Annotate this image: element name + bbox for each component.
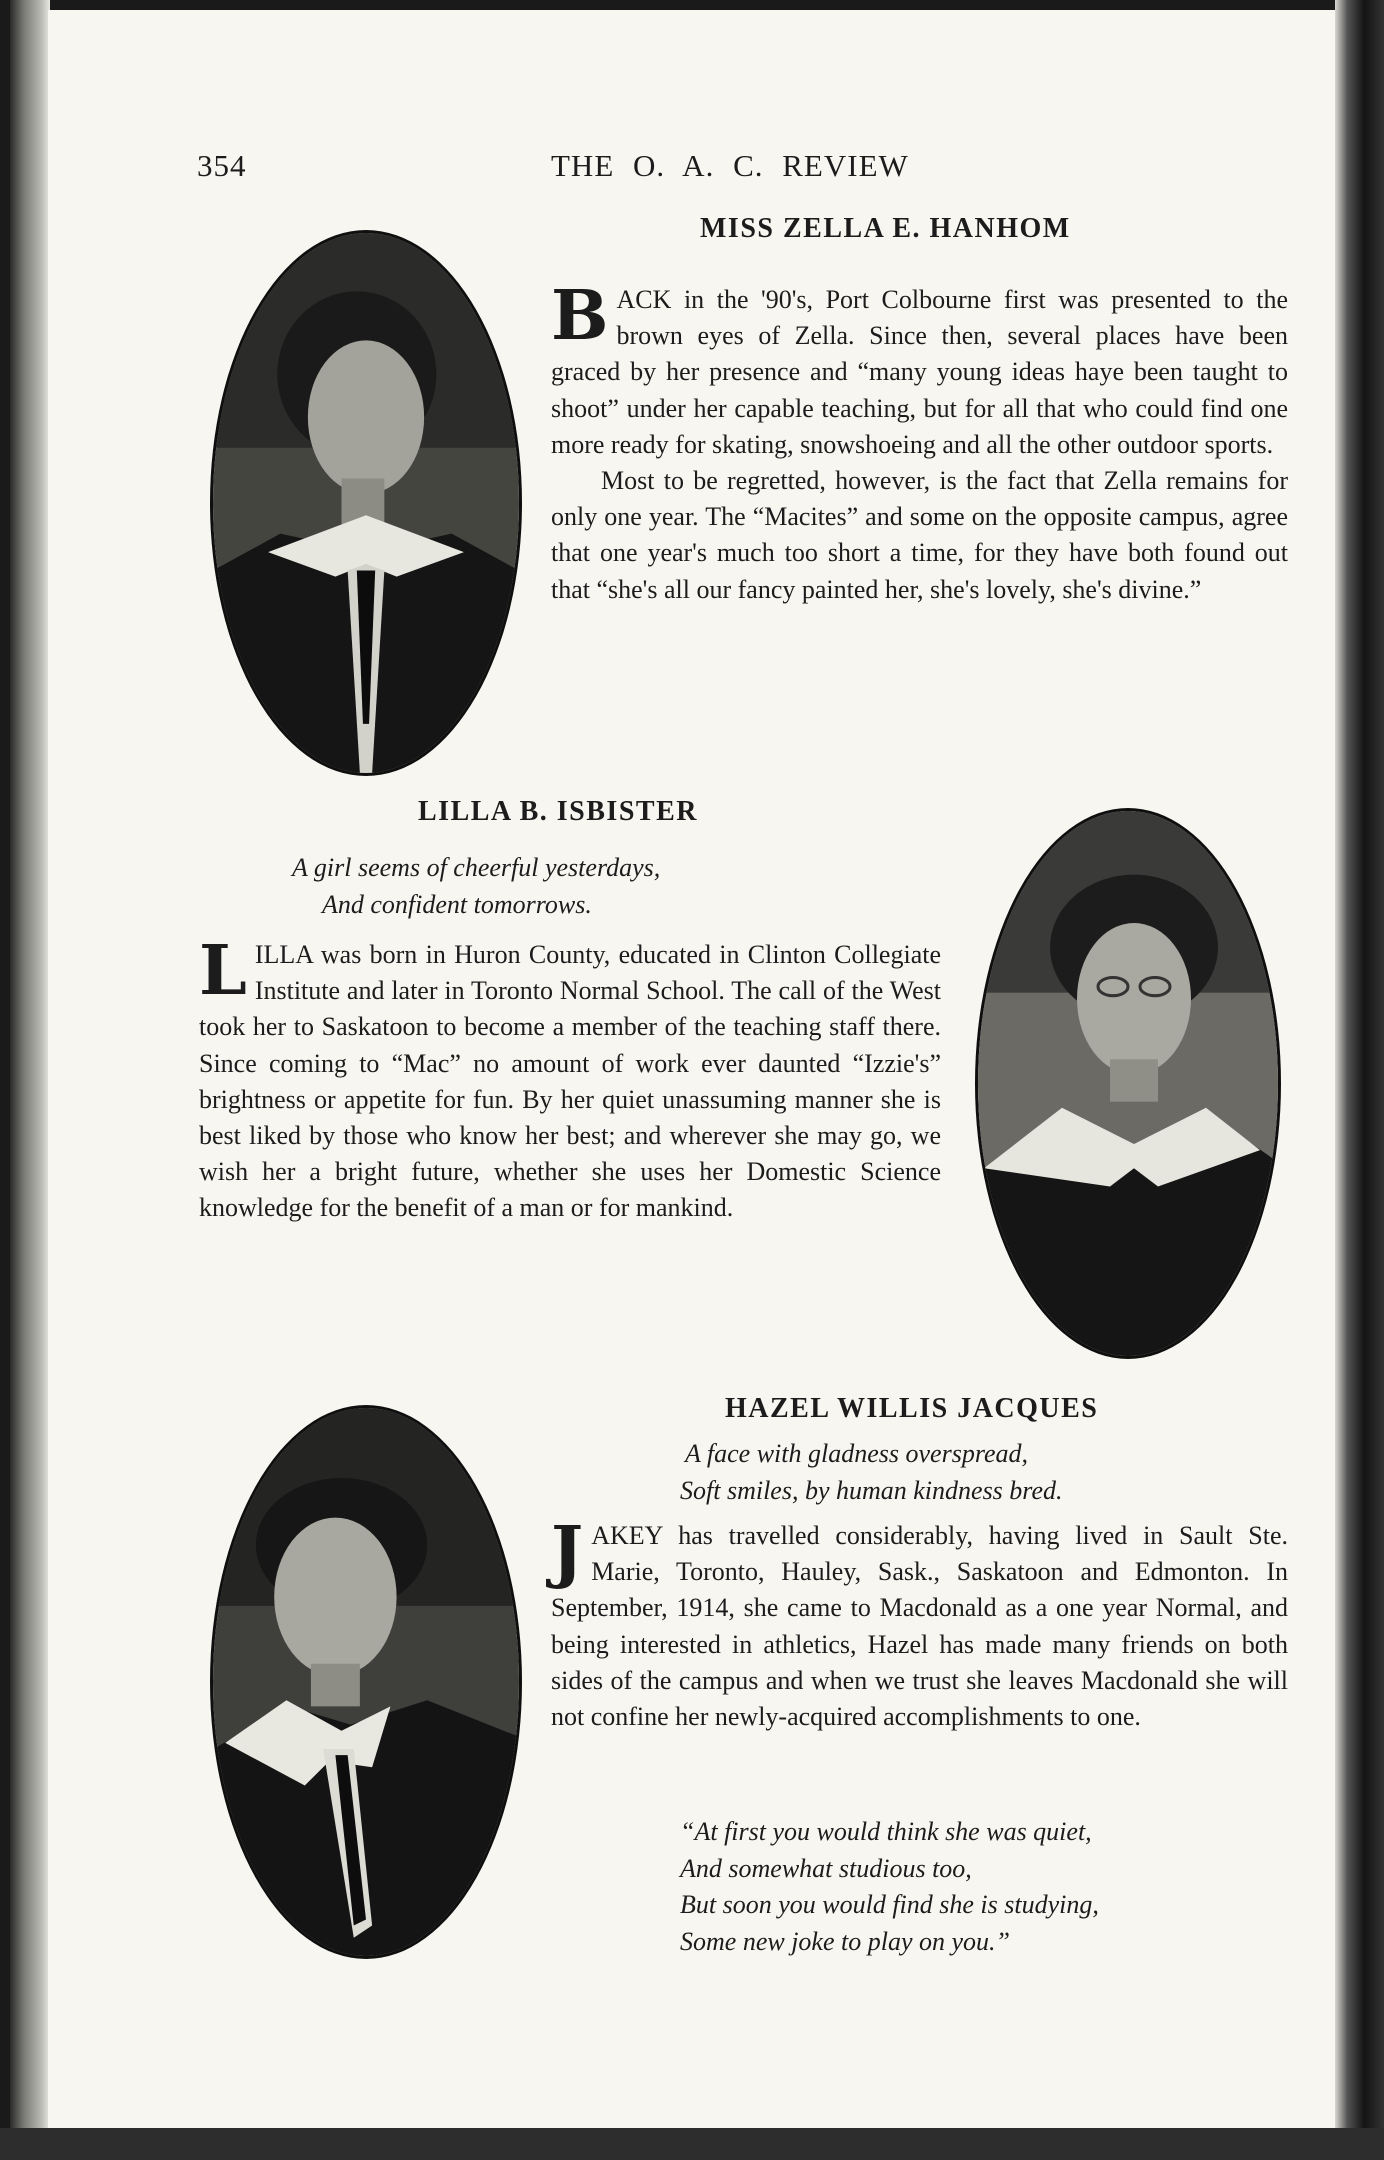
journal-title: THE O. A. C. REVIEW: [551, 148, 909, 183]
profile-name-isbister: LILLA B. ISBISTER: [418, 796, 698, 827]
motto-line: A girl seems of cheerful yesterdays,: [292, 853, 661, 882]
drop-cap-b: B: [551, 276, 609, 356]
motto-jacques: [680, 1436, 1063, 1509]
profile-body-jacques: [551, 1512, 1288, 1735]
portrait-hazel-jacques: [210, 1405, 522, 1959]
paragraph-hanhom-2: Most to be regretted, however, is the fact that Zella remains for only one year. The “Macites” and some on the opposite campus, agree that one year's much too short a time, for they have both found out that “she's all our fancy painted her, she's lovely, she's divine.”: [551, 466, 1288, 604]
portrait-zella-hanhom: [210, 230, 522, 776]
profile-body-isbister: [199, 931, 941, 1227]
motto-line: A face with gladness overspread,: [685, 1439, 1029, 1468]
profile-name-jacques: HAZEL WILLIS JACQUES: [725, 1393, 1099, 1424]
portrait-lilla-isbister: [975, 808, 1281, 1359]
page-edge-shadow: [1335, 0, 1384, 2160]
profile-name-hanhom: MISS ZELLA E. HANHOM: [700, 213, 1071, 244]
drop-cap-j: J: [551, 1512, 584, 1592]
motto-isbister: [292, 850, 660, 923]
verse-line: “At first you would think she was quiet,: [680, 1817, 1092, 1846]
page-number: 354: [197, 148, 247, 183]
verse-line: And somewhat studious too,: [680, 1853, 972, 1883]
motto-line: Soft smiles, by human kindness bred.: [680, 1475, 1063, 1505]
paragraph-jacques: AKEY has travelled considerably, having lived in Sault Ste. Marie, Toronto, Hauley, Sask., Saskatoon and Edmonton. In September, 1914, she came to Macdonald as a one year Normal, and being interested in athletics, Hazel has made many friends on both sides of the campus and when we trust she leaves Macdonald she will not confine her newly-acquired accomplishments to one.: [551, 1521, 1288, 1732]
book-spine-shadow: [10, 0, 50, 2160]
page-bottom-shadow: [0, 2128, 1384, 2160]
paragraph-isbister: ILLA was born in Huron County, educated in Clinton Collegiate Institute and later in Toronto Normal School. The call of the West took her to Saskatoon to become a member of the teaching staff there. Since coming to “Mac” no amount of work ever daunted “Izzie's” brightness or appetite for fun. By her quiet unassuming manner she is best liked by those who know her best; and wherever she may go, we wish her a bright future, whether she uses her Domestic Science knowledge for the benefit of a man or for mankind.: [199, 940, 941, 1223]
motto-line: And confident tomorrows.: [322, 889, 592, 919]
verse-line: But soon you would find she is studying,: [680, 1890, 1099, 1919]
verse-line: Some new joke to play on you.”: [680, 1926, 1010, 1956]
closing-verse-jacques: [680, 1814, 1099, 1960]
drop-cap-l: L: [199, 931, 247, 1011]
paragraph-hanhom-1: ACK in the '90's, Port Colbourne first was presented to the brown eyes of Zella. Since then, several places have been graced by her presence and “many young ideas haye been taught to shoot” under her capable teaching, but for all that who could find one more ready for skating, snowshoeing and all the other outdoor sports.: [551, 285, 1288, 459]
profile-body-hanhom: [551, 276, 1288, 608]
